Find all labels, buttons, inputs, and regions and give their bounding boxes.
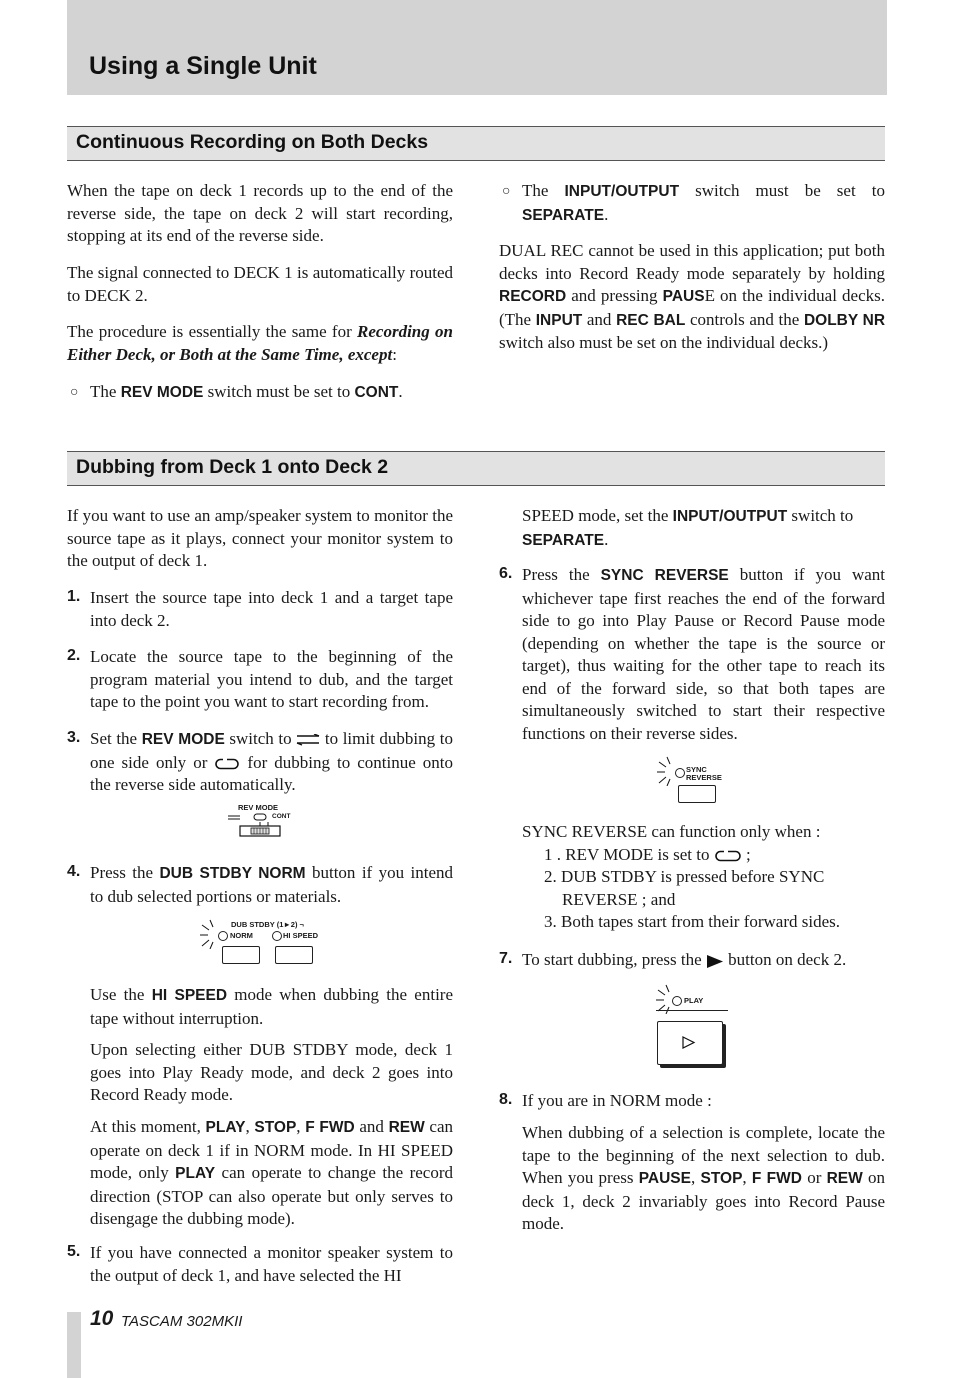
page-number: 10 [90,1307,114,1330]
sync-reverse-button-figure [657,754,737,806]
circle-bullet-icon: ○ [502,182,511,198]
dub-stdby-label: DUB STDBY (1►2) ¬ [231,920,304,929]
paragraph: When dubbing of a selection is complete, locate the tape to the beginning of the next selection to dub. When you press PAUSE, STOP, F FWD or REW on deck 1, deck 2 invariably goes into Record Pause mode. [522,1123,885,1233]
step-number: 7. [499,950,513,967]
condition-1: 1 . REV MODE is set to ; [544,845,751,864]
paragraph: The signal connected to DECK 1 is automatically routed to DECK 2. [67,263,453,305]
emphasis-text: Recording on Either Deck, or Both at the Same Time, except [67,322,453,364]
panel-line [656,1010,728,1011]
footer-bar [67,1312,81,1378]
led-indicator [672,996,682,1006]
step-number: 5. [67,1243,81,1260]
led-indicator [675,768,685,778]
rev-mode-switch-figure [226,803,306,839]
step-number: 6. [499,565,513,582]
paragraph: DUAL REC cannot be used in this application; put both decks into Record Ready mode separately by holding RECORD and pressing PAUSE on the individual decks. (The INPUT and REC BAL controls and the DOLBY NR switch also must be set on the individual decks.) [499,241,886,352]
section-heading-continuous-recording [67,126,885,161]
play-icon [682,1036,696,1049]
loop-arrow-icon [714,850,742,862]
text: The procedure is essentially the same for [67,322,358,341]
circle-bullet-icon: ○ [70,383,79,399]
step-text: If you have connected a monitor speaker system to the output of deck 1, and have selected the HI [90,1243,453,1285]
step-text: If you are in NORM mode : [522,1091,712,1110]
paragraph: At this moment, PLAY, STOP, F FWD and REW can operate on deck 1 if in NORM mode. In HI SPEED mode, only PLAY can operate to change the record direction (STOP can also operate but only serves to disengage the dubbing mode). [90,1117,454,1228]
sync-reverse-button[interactable] [678,785,716,803]
play-label: PLAY [684,996,704,1005]
paragraph [67,321,453,366]
paragraph: If you want to use an amp/speaker system to monitor the source tape as it plays, connect your monitor system to the output of deck 1. [67,506,453,570]
led-indicator [272,931,282,941]
step-text: Press the SYNC REVERSE button if you want whichever tape first reaches the end of the forward side to go into Play Pause or Record Pause mode (depending on whether the tape is the source or target), thus waiting for the other tape to reach its end of the forward side, so that both tapes are simultaneously switched to start their respective functions on their reverse sides. [522,565,885,743]
text: : [392,344,397,364]
section-heading-dubbing [67,451,885,486]
paragraph: Use the HI SPEED mode when dubbing the entire tape without interruption. [90,985,453,1028]
step-number: 4. [67,863,81,880]
step-number: 8. [499,1091,513,1108]
play-button-figure [654,982,734,1068]
sync-label: SYNC [686,765,707,774]
cont-label: CONT [272,813,291,820]
step-text: Set the REV MODE switch to to limit dubbing to one side only or for dubbing to continue onto the reverse side automatically. [90,729,453,794]
loop-arrow-icon [214,758,240,770]
condition-3: 3. Both tapes start from their forward sides. [544,912,841,931]
step-number: 1. [67,588,81,605]
hi-speed-label: HI SPEED [283,931,319,940]
switch-positions-icon [226,812,306,840]
norm-label: NORM [230,931,253,940]
paragraph: Upon selecting either DUB STDBY mode, deck 1 goes into Play Ready mode, and deck 2 goes into Record Ready mode. [90,1040,453,1104]
rev-mode-label: REV MODE [238,803,279,812]
norm-button[interactable] [222,946,260,964]
play-button[interactable] [657,1021,723,1065]
bullet-item: The REV MODE switch must be set to CONT. [90,382,403,401]
step-number: 2. [67,647,81,664]
hi-speed-button[interactable] [275,946,313,964]
step-text: Insert the source tape into deck 1 and a target tape into deck 2. [90,588,453,630]
play-triangle-icon [706,955,724,968]
step-text-continued: SPEED mode, set the INPUT/OUTPUT switch to SEPARATE. [522,506,854,549]
paragraph: SYNC REVERSE can function only when : [522,822,821,841]
bullet-item: The INPUT/OUTPUT switch must be set to SEPARATE. [522,181,885,224]
step-text: Press the DUB STDBY NORM button if you intend to dub selected portions or materials. [90,863,453,906]
step-text: Locate the source tape to the beginning of the program material you intend to dub, and the target tape to the point you want to start recording from. [90,647,453,711]
section-title: Continuous Recording on Both Decks [76,131,429,153]
page-title: Using a Single Unit [89,52,317,80]
section-title: Dubbing from Deck 1 onto Deck 2 [76,456,389,478]
paragraph: When the tape on deck 1 records up to the end of the reverse side, the tape on deck 2 will start recording, stopping at its end of the reverse side. [67,181,453,245]
reverse-label: REVERSE [686,773,722,782]
footer-model: TASCAM 302MKII [121,1313,243,1330]
dub-stdby-buttons-figure [200,915,330,967]
step-text: To start dubbing, press the button on deck 2. [522,950,847,969]
condition-2-cont: REVERSE ; and [562,890,676,909]
step-number: 3. [67,729,81,746]
condition-2: 2. DUB STDBY is pressed before SYNC [544,867,825,886]
one-way-arrow-icon [296,734,320,746]
led-indicator [218,931,228,941]
